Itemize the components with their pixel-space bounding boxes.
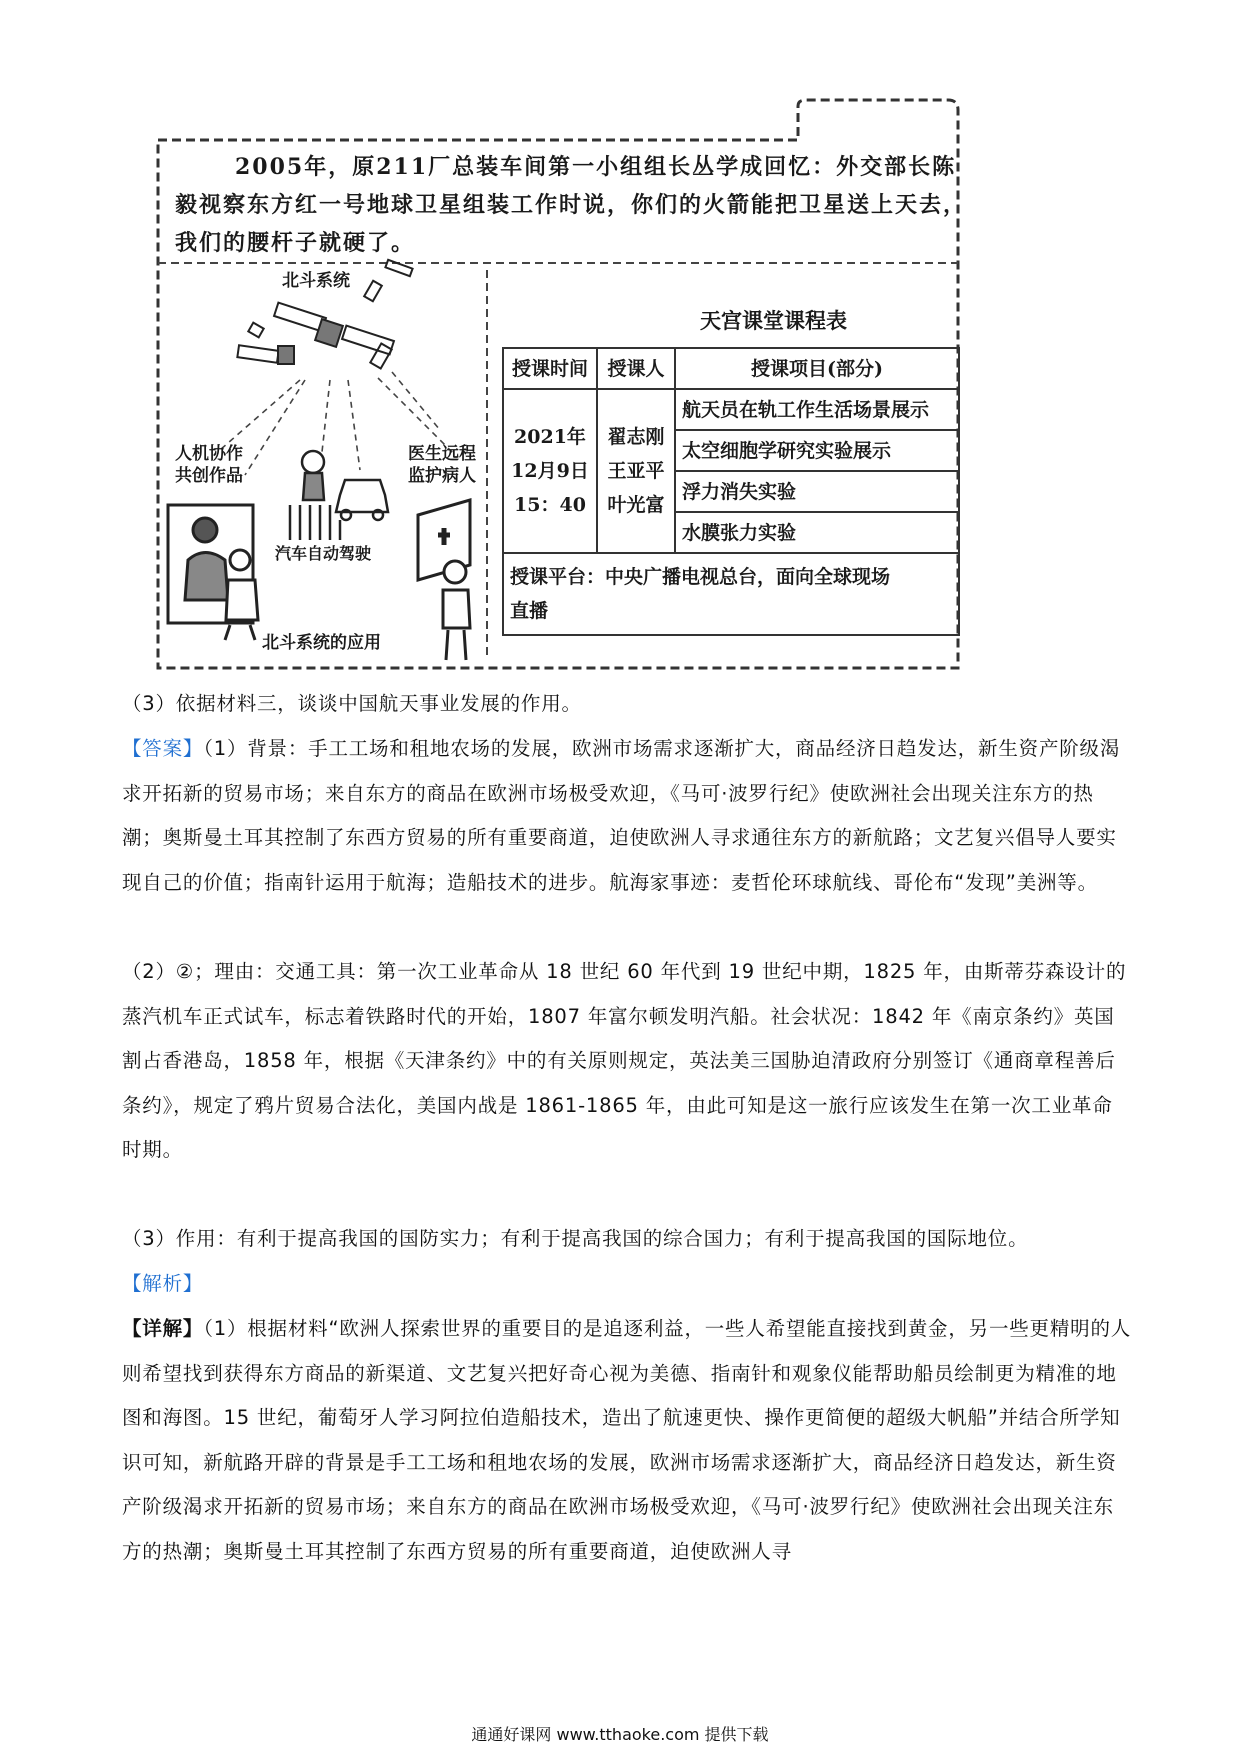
answer-tag: 【答案】: [122, 737, 204, 760]
schedule-teachers: 翟志刚 王亚平 叶光富: [597, 389, 675, 553]
analysis-detail: [122, 1307, 1132, 1574]
beidou-caption: 北斗系统的应用: [262, 633, 381, 653]
medical-tablet-icon: [418, 500, 470, 660]
remote-medicine-label: 医生远程 监护病人: [408, 444, 476, 486]
answer-part-1: [122, 727, 1132, 905]
monitor-icon: [168, 505, 258, 640]
collaboration-label: 人机协作 共创作品: [175, 444, 243, 486]
answer-part-3: （3）作用：有利于提高我国的国防实力；有利于提高我国的综合国力；有利于提高我国的国际地位。: [122, 1227, 1029, 1250]
schedule-time: 2021年 12月9日 15：40: [503, 389, 597, 553]
schedule-item: 水膜张力实验: [675, 512, 959, 553]
analysis-text-1: （1）根据材料“欧洲人探索世界的重要目的是追逐利益，一些人希望能直接找到黄金，另一些更精明的人则希望找到获得东方商品的新渠道、文艺复兴把好奇心视为美德、指南针和观象仪能帮助船员绘制更为精准的地图和海图。15 世纪，葡萄牙人学习阿拉伯造船技术，造出了航速更快、操作更简便的超级大帆船”并结合所学知识可知，新航路开辟的背景是手工工场和租地农场的发展，欧洲市场需求逐渐扩大，商品经济日趋发达，新生资产阶级渴求开拓新的贸易市场；来自东方的商品在欧洲市场极受欢迎，《马可·波罗行纪》使欧洲社会出现关注东方的热潮；奥斯曼土耳其控制了东西方贸易的所有重要商道，迫使欧洲人寻: [122, 1317, 1132, 1563]
schedule-item: 浮力消失实验: [675, 471, 959, 512]
material-figure: [0, 0, 1240, 700]
detail-tag: 【详解】: [122, 1317, 204, 1340]
schedule-table: [502, 347, 960, 636]
schedule-item: 太空细胞学研究实验展示: [675, 430, 959, 471]
analysis-tag: 【解析】: [122, 1272, 204, 1295]
question-3: （3）依据材料三，谈谈中国航天事业发展的作用。: [122, 692, 582, 715]
autonomous-driving-label: 汽车自动驾驶: [275, 544, 372, 563]
schedule-header: 授课时间: [503, 348, 597, 389]
answer-text-1: （1）背景：手工工场和租地农场的发展，欧洲市场需求逐渐扩大，商品经济日趋发达，新生资产阶级渴求开拓新的贸易市场；来自东方的商品在欧洲市场极受欢迎，《马可·波罗行纪》使欧洲社会出现关注东方的热潮；奥斯曼土耳其控制了东西方贸易的所有重要商道，迫使欧洲人寻求通往东方的新航路；文艺复兴倡导人要实现自己的价值；指南针运用于航海；造船技术的进步。航海家事迹：麦哲伦环球航线、哥伦布“发现”美洲等。: [122, 737, 1121, 894]
page-footer: 通通好课网 www.tthaoke.com 提供下载: [471, 1725, 769, 1744]
car-icon: [290, 451, 388, 540]
schedule-item: 航天员在轨工作生活场景展示: [675, 389, 959, 430]
analysis-heading: [122, 1262, 1132, 1307]
schedule-platform: 授课平台：中央广播电视总台，面向全球现场 直播: [503, 553, 959, 635]
schedule-header: 授课项目(部分): [675, 348, 959, 389]
schedule-header: 授课人: [597, 348, 675, 389]
material-quote: 2005年，原211厂总装车间第一小组组长丛学成回忆：外交部长陈毅视察东方红一号地球卫星组装工作时说，你们的火箭能把卫星送上天去，我们的腰杆子就硬了。: [175, 154, 968, 256]
answer-part-2: （2）②；理由：交通工具：第一次工业革命从 18 世纪 60 年代到 19 世纪中期，1825 年，由斯蒂芬森设计的蒸汽机车正式试车，标志着铁路时代的开始，1807 年富尔顿发明汽船。社会状况：1842 年《南京条约》英国割占香港岛，1858 年，根据《天津条约》中的有关原则规定，英法美三国胁迫清政府分别签订《通商章程善后条约》，规定了鸦片贸易合法化，美国内战是 1861-1865 年，由此可知是这一旅行应该发生在第一次工业革命时期。: [122, 960, 1127, 1161]
beidou-system-label: 北斗系统: [282, 271, 350, 291]
schedule-title: 天宫课堂课程表: [700, 308, 847, 333]
